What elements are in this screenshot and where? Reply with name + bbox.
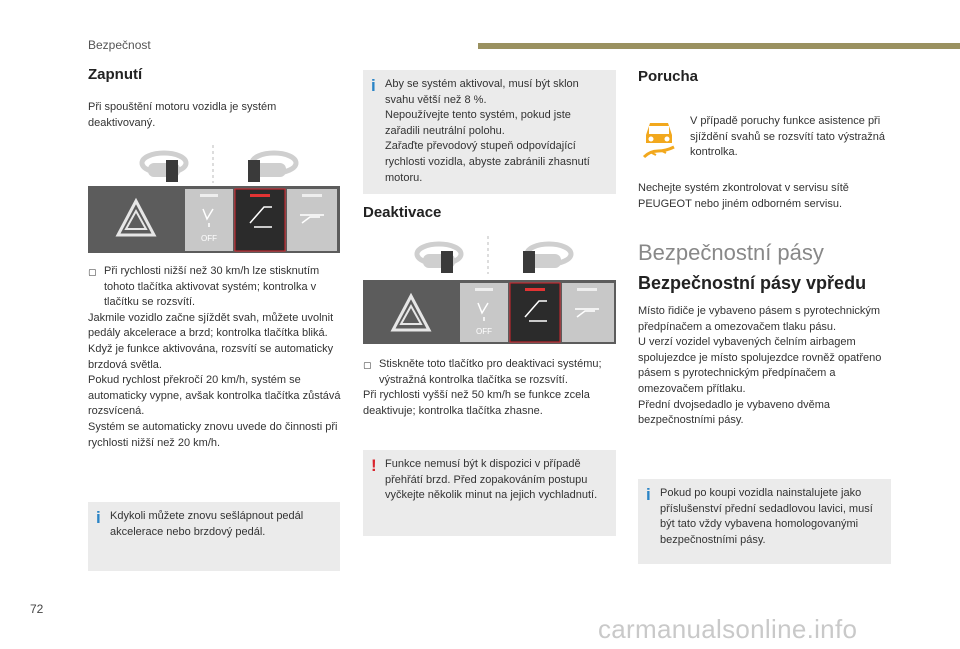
- col3-line: U verzí vozidel vybavených čelním airbagem spolujezdce je místo spolujezdce rovněž opatřeno pásem s pyrotechnickým předpínačem a omezovačem přítlaku.: [638, 336, 882, 395]
- info-icon: i: [96, 508, 101, 527]
- col2-line: Při rychlosti vyšší než 50 km/h se funkce zcela deaktivuje; kontrolka tlačítka zhasne.: [363, 389, 590, 417]
- hill-descent-warning-icon: [640, 115, 678, 159]
- title-porucha: Porucha: [638, 68, 699, 85]
- warning-icon: !: [371, 456, 377, 475]
- col1-line: Když je funkce aktivována, rozsvítí se automaticky brzdová světla.: [88, 342, 334, 371]
- steering-wheel-icon: [142, 153, 296, 177]
- col2-warning-box: ! Funkce nemusí být k dispozici v případě přehřátí brzd. Před zopakováním postupu vyčkejte několik minut na jejich vychladnutí.: [363, 450, 616, 536]
- col3-info-box: i Pokud po koupi vozidla nainstalujete jako příslušenství přední sedadlovou lavici, musí být tato vždy vybavena homologovanými bezpečnostními pásy.: [638, 479, 891, 564]
- section-title-seatbelts: Bezpečnostní pásy: [638, 240, 824, 265]
- svg-text:OFF: OFF: [476, 327, 492, 336]
- button-illustration-activate: [88, 143, 340, 253]
- col1-bullet: ▢ Při rychlosti nižší než 30 km/h lze stisknutím tohoto tlačítka aktivovat systém; kontrolka v tlačítku se rozsvítí.: [88, 264, 343, 311]
- col3-line: Přední dvojsedadlo je vybaveno dvěma bezpečnostními pásy.: [638, 398, 831, 427]
- col2-info-box: i Aby se systém aktivoval, musí být sklon svahu větší než 8 %. Nepoužívejte tento systém, pokud jste zařadili neutrální polohu. Zařaďte převodový stupeň odpovídající rychlosti vozidla, abyste zabránili zhasnutí motoru.: [363, 70, 616, 194]
- col1-line: Jakmile vozidlo začne sjíždět svah, můžete uvolnit pedály akcelerace a brzd; kontrolka tlačítka bliká.: [88, 311, 334, 340]
- col2-bullet: ▢ Stiskněte toto tlačítko pro deaktivaci systému; výstražná kontrolka tlačítka se rozsvítí.: [363, 357, 618, 388]
- steering-wheel-icon: [417, 244, 571, 268]
- col1-line: Systém se automaticky znovu uvede do činnosti při rychlosti nižší než 20 km/h.: [88, 420, 338, 449]
- title-deaktivace: Deaktivace: [363, 204, 442, 221]
- title-zapnuti: Zapnutí: [88, 66, 143, 83]
- info-icon: i: [371, 76, 376, 95]
- section-bar: [478, 43, 960, 49]
- section-label: Bezpečnost: [88, 38, 151, 52]
- bullet-marker-icon: ▢: [363, 360, 372, 370]
- button-illustration-deactivate: [363, 234, 616, 344]
- col1-line: Pokud rychlost překročí 20 km/h, systém se automaticky vypne, avšak kontrolka tlačítka zůstává rozsvícená.: [88, 374, 341, 418]
- fault-advice: Nechejte systém zkontrolovat v servisu sítě PEUGEOT nebo jiném odborném servisu.: [638, 182, 849, 210]
- page-number: 72: [30, 602, 44, 616]
- bullet-marker-icon: ▢: [88, 267, 97, 277]
- watermark: carmanualsonline.info: [598, 614, 858, 644]
- col1-info-box: i Kdykoli můžete znovu sešlápnout pedál akcelerace nebo brzdový pedál.: [88, 502, 340, 571]
- info-icon: i: [646, 485, 651, 504]
- col1-intro: Při spouštění motoru vozidla je systém deaktivovaný.: [88, 101, 277, 129]
- col3-line: Místo řidiče je vybaveno pásem s pyrotechnickým předpínačem a omezovačem tlaku pásu.: [638, 305, 881, 333]
- svg-text:OFF: OFF: [201, 234, 217, 243]
- dashboard-illustration: [363, 234, 616, 344]
- fault-text: V případě poruchy funkce asistence při sjíždění svahů se rozsvítí tato výstražná kontrolka.: [690, 115, 886, 159]
- subsection-title-front-seatbelts: Bezpečnostní pásy vpředu: [638, 273, 867, 293]
- dashboard-illustration: [88, 143, 340, 253]
